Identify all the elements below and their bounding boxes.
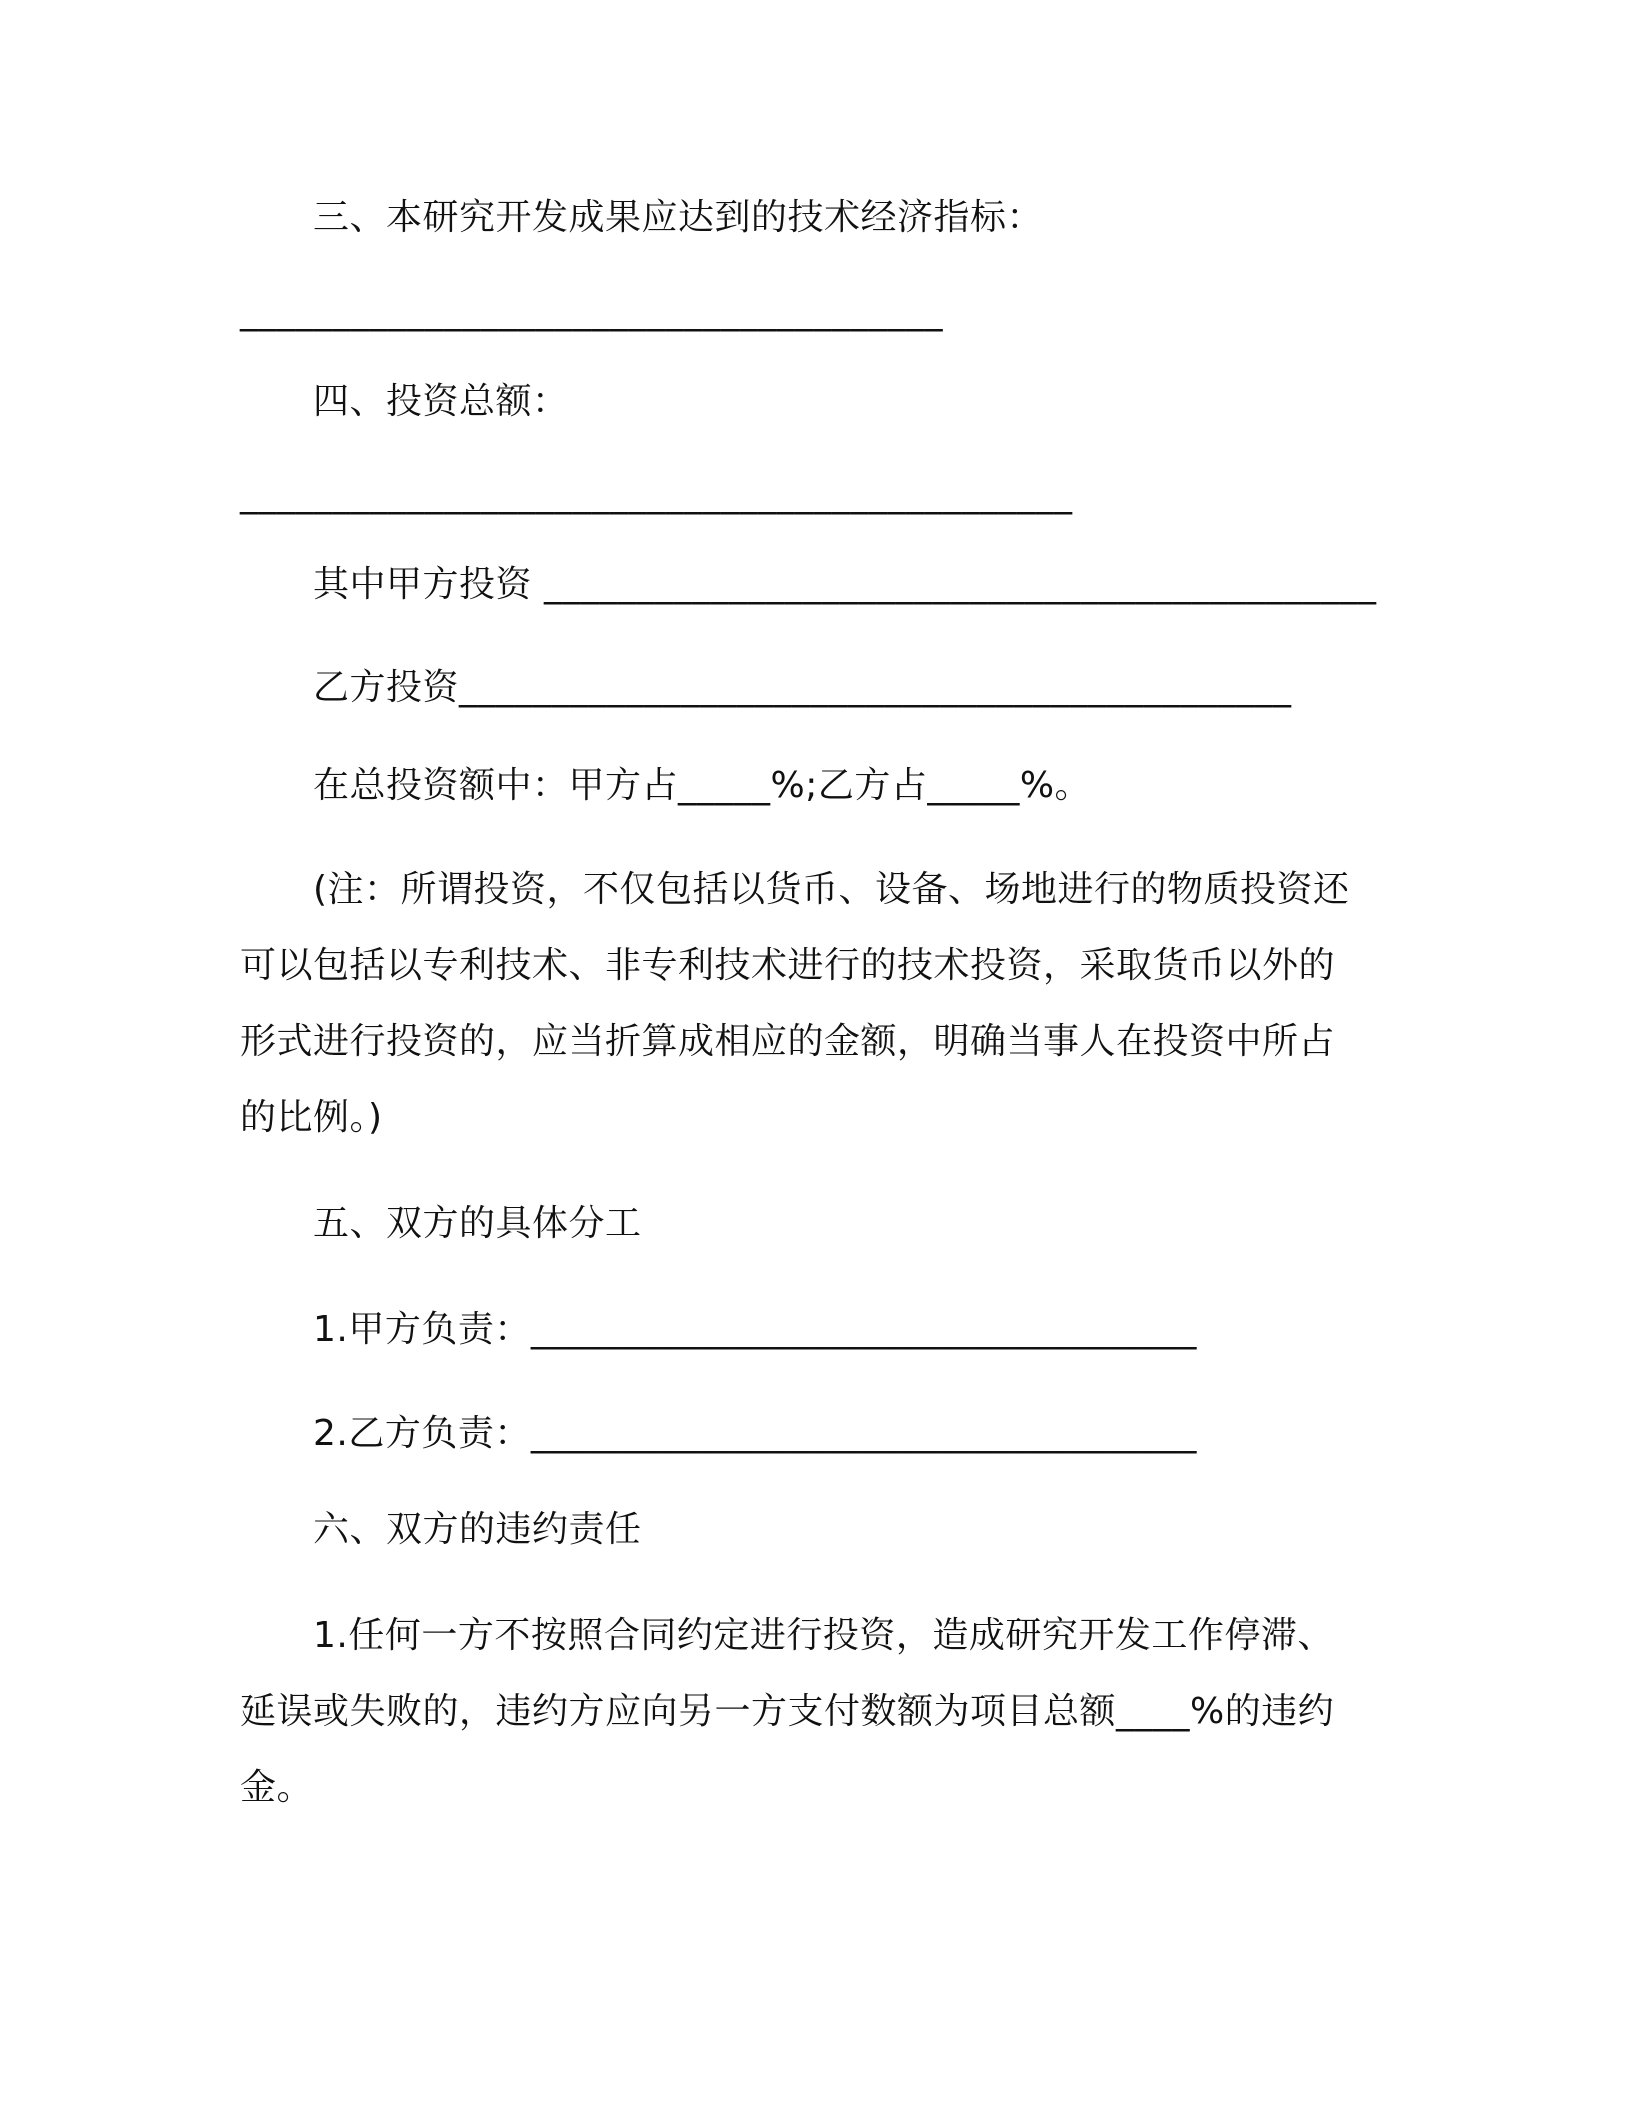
note-line-3: 形式进行投资的，应当折算成相应的金额，明确当事人在投资中所占 bbox=[240, 1021, 1336, 1062]
section-5-item-1: 1.甲方负责：____________________________________ bbox=[313, 1309, 1197, 1350]
section-3-heading: 三、本研究开发成果应达到的技术经济指标： bbox=[313, 197, 1044, 238]
section-4-blank: _____________________________________________ bbox=[240, 474, 1073, 515]
section-6-item-1-line-1: 1.任何一方不按照合同约定进行投资，造成研究开发工作停滞、 bbox=[313, 1615, 1334, 1656]
note-line-1: (注：所谓投资，不仅包括以货币、设备、场地进行的物质投资还 bbox=[313, 869, 1350, 910]
section-5-heading: 五、双方的具体分工 bbox=[313, 1203, 642, 1244]
section-6-heading: 六、双方的违约责任 bbox=[313, 1509, 642, 1550]
investment-share-line: 在总投资额中：甲方占_____%;乙方占_____%。 bbox=[313, 765, 1092, 806]
note-line-4: 的比例。) bbox=[240, 1097, 383, 1138]
note-line-2: 可以包括以专利技术、非专利技术进行的技术投资，采取货币以外的 bbox=[240, 945, 1336, 986]
section-3-blank: ______________________________________ bbox=[240, 291, 943, 332]
section-6-item-1-line-3: 金。 bbox=[240, 1767, 314, 1808]
party-a-investment: 其中甲方投资 _____________________________________________ bbox=[313, 564, 1377, 605]
party-b-investment: 乙方投资_____________________________________________ bbox=[313, 667, 1292, 708]
section-4-heading: 四、投资总额： bbox=[313, 381, 569, 422]
section-5-item-2: 2.乙方负责：____________________________________ bbox=[313, 1413, 1197, 1454]
section-6-item-1-line-2: 延误或失败的，违约方应向另一方支付数额为项目总额____%的违约 bbox=[240, 1691, 1335, 1732]
